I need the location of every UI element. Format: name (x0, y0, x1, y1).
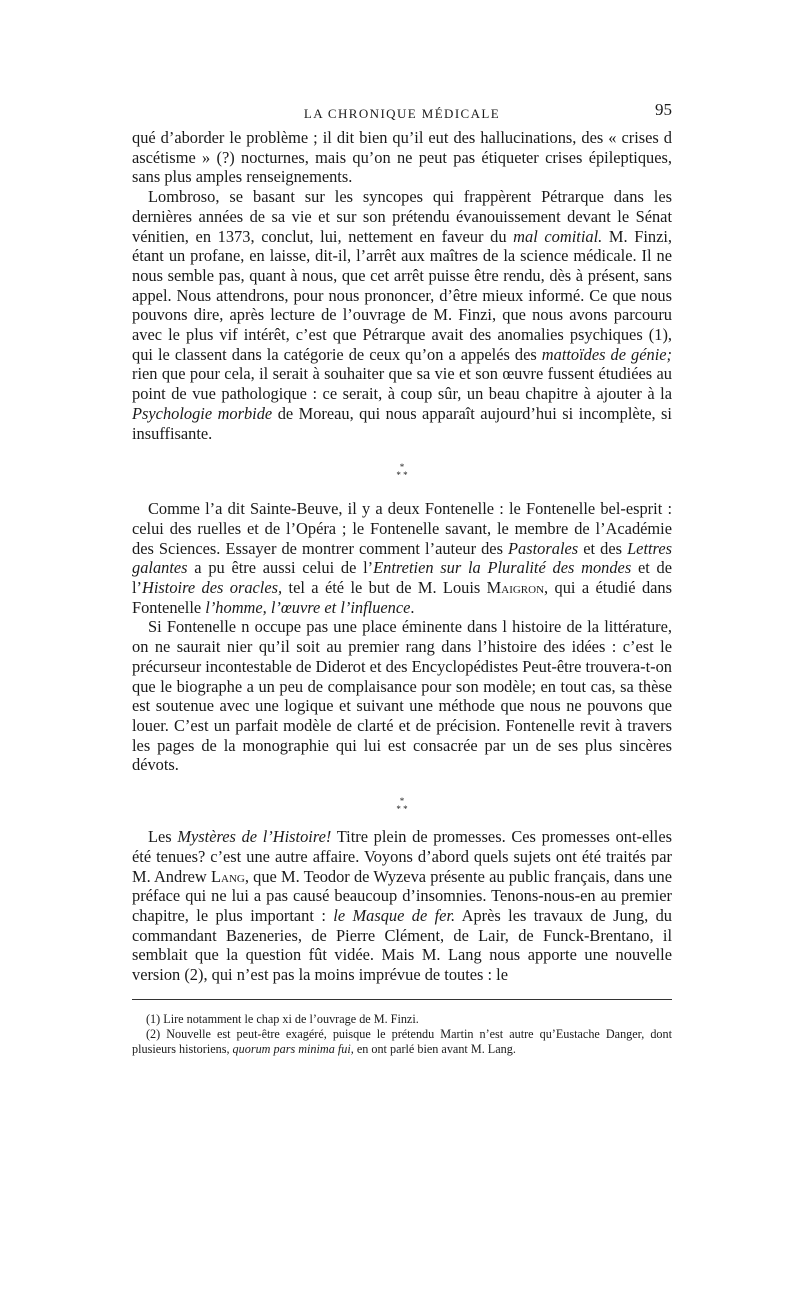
small-caps-run: Maigron (486, 578, 545, 598)
text-run: Comme l’a dit Sainte-Beuve, il y a deux Fontenelle : le Fontenelle bel-esprit : celui des ruelles et de l’Opéra ; le Fontenelle savant, le membre de l’Académie des Sciences. Essayer de montrer comment l’auteur des (132, 499, 672, 558)
text-run: , qui a étudié dans Fontenelle (132, 578, 673, 617)
page-number: 95 (655, 100, 672, 119)
asterism-bottom: * * (396, 804, 408, 815)
italic-run: Mystères de l’Histoire! (177, 827, 332, 847)
text-run: et de l’ (132, 558, 673, 598)
text-run: Les (148, 827, 178, 847)
asterism-separator (132, 775, 672, 827)
small-caps-run: Lang (210, 866, 245, 886)
italic-run: quorum pars minima fui, (232, 1041, 354, 1056)
italic-run: mattoïdes de génie; (541, 344, 673, 364)
asterism-top: * (399, 796, 405, 807)
footnote-rule (132, 999, 672, 1000)
paragraph-petrarque-hallucinations: qué d’aborder le problème ; il dit bien qu’il eut des hallucinations, des « crises d ascétisme » (?) nocturnes, mais qu’on ne peut pas étiqueter crises épileptiques, sans plus amples renseignements. (132, 128, 672, 187)
text-run: Titre plein de promesses. Ces promesses ont-elles été tenues? c’est une autre affaire. Voyons d’abord quels sujets ont été traités par M. Andrew (132, 827, 673, 886)
running-title: LA CHRONIQUE MÉDICALE (303, 106, 501, 121)
text-run: a pu être aussi celui de l’ (187, 558, 374, 578)
text-run: de Moreau, qui nous apparaît aujourd’hui si incomplète, si insuffisante. (132, 403, 672, 443)
italic-run: Psychologie morbide (132, 403, 273, 423)
text-run: et des (578, 538, 628, 558)
asterism-bottom: * * (396, 470, 408, 481)
text-run: M. Finzi, étant un profane, en laisse, dit-il, l’arrêt aux maîtres de la science médicale. Il ne nous semble pas, quant à nous, que cet arrêt puisse être rendu, dès à présent, sans appel. Nous attendrons, pour nous prononcer, d’être mieux informé. Ce que nous pouvons dire, après lecture de l’ouvrage de M. Finzi, que nous avons parcouru avec le plus vif intérêt, c’est que Pétrarque avait des anomalies psychiques (1), qui le classent dans la catégorie de ceux qu’on a appelés des (132, 226, 672, 364)
text-run: (2) Nouvelle est peut-être exagéré, puisque le prétendu Martin n’est autre qu’Eustache Danger, dont plusieurs historiens, (132, 1026, 672, 1056)
footnotes (132, 1012, 672, 1057)
footnote-2 (132, 1027, 672, 1057)
italic-run: Lettres galantes (132, 538, 672, 578)
italic-run: le Masque de fer. (333, 905, 456, 925)
paragraph-fontenelle-review: Si Fontenelle n occupe pas une place éminente dans l histoire de la littérature, on ne saurait nier qu’il soit au premier rang dans l’histoire des idées : c’est le précurseur incontestable de Diderot et des Encyclopédistes Peut-être trouvera-t-on que le biographe a un peu de complaisance pour son modèle; en tout cas, sa thèse est soutenue avec une logique et suivant une méthode que nous ne pouvons que louer. C’est un parfait modèle de clarté et de précision. Fontenelle revit à travers les pages de la monographie qui lui est consacrée par un de ses plus sincères dévots. (132, 617, 672, 775)
document-page (132, 100, 672, 1057)
text-run: . (410, 597, 415, 617)
text-run: , que M. Teodor de Wyzeva présente au public français, dans une préface qui ne lui a pas causé beaucoup d’insomnies. Tenons-nous-en au premier chapitre, le plus important : (132, 866, 672, 925)
italic-run: l’homme, l’œuvre et l’influence (205, 597, 411, 617)
footnote-1: (1) Lire notamment le chap xi de l’ouvrage de M. Finzi. (146, 1011, 419, 1026)
paragraph-mysteres-histoire (132, 827, 672, 985)
text-run: rien que pour cela, il serait à souhaiter que sa vie et son œuvre fussent étudiées au point de vue pathologique : ce serait, à coup sûr, un beau chapitre à ajouter à la (132, 364, 672, 404)
asterism-top: * (399, 462, 405, 473)
italic-run: Entretien sur la Pluralité des mondes (373, 558, 632, 578)
italic-run: Histoire des oracles, (142, 578, 283, 598)
text-run: tel a été le but de M. Louis (282, 578, 487, 598)
running-head (132, 100, 672, 122)
paragraph-fontenelle-intro (132, 499, 672, 617)
italic-run: mal comitial. (513, 226, 603, 246)
italic-run: Pastorales (508, 538, 579, 558)
text-run: en ont parlé bien avant M. Lang. (353, 1041, 516, 1056)
asterism-separator (132, 455, 672, 499)
paragraph-lombroso (132, 187, 672, 443)
text-run: Lombroso, se basant sur les syncopes qui frappèrent Pétrarque dans les dernières années de sa vie et sur son prétendu évanouissement devant le Sénat vénitien, en 1373, conclut, lui, nettement en faveur du (132, 187, 672, 246)
text-run: Après les travaux de Jung, du commandant Bazeneries, de Pierre Clément, de Lair, de Funck-Brentano, il semblait que la question fût vidée. Mais M. Lang nous apporte une nouvelle version (2), qui n’est pas la moins imprévue de toutes : le (132, 905, 672, 985)
